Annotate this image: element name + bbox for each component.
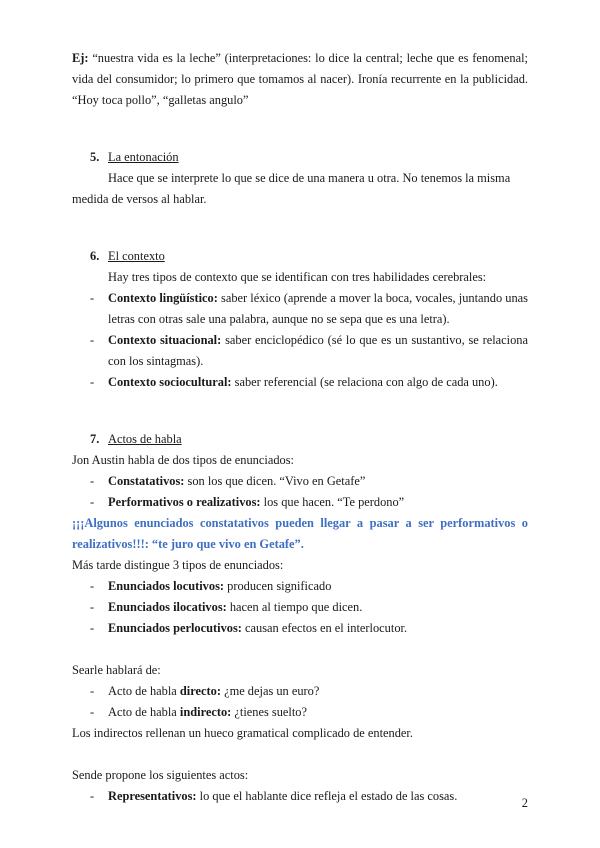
section-6-title: El contexto: [108, 249, 165, 263]
item-prefix: Acto de habla: [108, 684, 180, 698]
item-term: Contexto situacional:: [108, 333, 222, 347]
item-text: producen significado: [224, 579, 332, 593]
page-number: 2: [521, 796, 528, 810]
list-item: - Performativos o realizativos: los que hacen. “Te perdono”: [90, 495, 405, 509]
item-text: saber enciclopédico (sé lo que es un sustantivo, se relaciona con los sintagmas).: [108, 333, 529, 368]
item-text: saber referencial (se relaciona con algo de cada uno).: [231, 375, 498, 389]
list-item: - Contexto lingüístico: saber léxico (aprende a mover la boca, vocales, juntando unas letras con otras sale una palabra, aunque no se sepa que es una letra).: [90, 291, 528, 326]
item-text: causan efectos en el interlocutor.: [241, 621, 408, 635]
section-5-body-first: Hace que se interprete lo que se dice de una manera u otra. No tenemos la misma: [108, 171, 511, 185]
item-term: Constatativos:: [108, 474, 185, 488]
item-text: ¿tienes suelto?: [231, 705, 307, 719]
sende-intro: Sende propone los siguientes actos:: [72, 768, 249, 782]
item-term: Representativos:: [108, 789, 197, 803]
item-text: son los que dicen. “Vivo en Getafe”: [184, 474, 366, 488]
section-7-number: 7.: [90, 432, 100, 446]
item-text: saber léxico (aprende a mover la boca, vocales, juntando unas letras con otras sale una palabra, aunque no se sepa que es una letra).: [108, 291, 528, 326]
indirect-note: Los indirectos rellenan un hueco gramatical complicado de entender.: [72, 726, 413, 740]
list-item: - Contexto sociocultural: saber referencial (se relaciona con algo de cada uno).: [90, 375, 498, 389]
item-term: Enunciados locutivos:: [108, 579, 225, 593]
section-6-heading: [72, 246, 528, 267]
item-term: directo:: [179, 684, 221, 698]
section-5-heading: [72, 147, 528, 168]
item-text: lo que el hablante dice refleja el estado de las cosas.: [196, 789, 458, 803]
section-7-heading: [72, 429, 528, 450]
searle-intro: Searle hablará de:: [72, 663, 161, 677]
document-page: [72, 48, 528, 807]
example-text: “nuestra vida es la leche” (interpretaciones: lo dice la central; leche que es fenomenal; vida del consumidor; lo primero que tomamos al nacer). Ironía recurrente en la publicidad. “Hoy toca pollo”, “galletas angulo”: [72, 51, 528, 107]
list-item: - Acto de habla indirecto: ¿tienes suelto?: [90, 705, 307, 719]
list-item: - Constatativos: son los que dicen. “Vivo en Getafe”: [90, 474, 366, 488]
item-text: los que hacen. “Te perdono”: [260, 495, 405, 509]
item-term: Performativos o realizativos:: [108, 495, 261, 509]
highlight-note: ¡¡¡Algunos enunciados constatativos pueden llegar a pasar a ser performativos o realizativos!!!: “te juro que vivo en Getafe”.: [72, 516, 528, 551]
item-prefix: Acto de habla: [108, 705, 180, 719]
item-term: indirecto:: [179, 705, 232, 719]
list-item: - Enunciados perlocutivos: causan efectos en el interlocutor.: [90, 621, 408, 635]
austin-intro: Jon Austin habla de dos tipos de enunciados:: [72, 453, 294, 467]
item-term: Contexto lingüístico:: [108, 291, 218, 305]
section-5-number: 5.: [90, 150, 100, 164]
list-item: - Enunciados ilocativos: hacen al tiempo que dicen.: [90, 600, 363, 614]
later-intro: Más tarde distingue 3 tipos de enunciados:: [72, 558, 284, 572]
section-6-intro: Hay tres tipos de contexto que se identifican con tres habilidades cerebrales:: [108, 270, 487, 284]
item-term: Contexto sociocultural:: [108, 375, 232, 389]
item-term: Enunciados ilocativos:: [108, 600, 227, 614]
section-5-title: La entonación: [108, 150, 179, 164]
list-item: - Contexto situacional: saber enciclopédico (sé lo que es un sustantivo, se relaciona con los sintagmas).: [90, 333, 529, 368]
section-5-body-rest: medida de versos al hablar.: [72, 192, 207, 206]
section-6-number: 6.: [90, 249, 100, 263]
item-text: hacen al tiempo que dicen.: [226, 600, 363, 614]
item-text: ¿me dejas un euro?: [220, 684, 320, 698]
section-7-title: Actos de habla: [108, 432, 182, 446]
list-item: - Acto de habla directo: ¿me dejas un euro?: [90, 684, 320, 698]
example-paragraph: [72, 48, 528, 111]
list-item: - Enunciados locutivos: producen significado: [90, 579, 332, 593]
example-label: Ej:: [72, 51, 89, 65]
item-term: Enunciados perlocutivos:: [108, 621, 242, 635]
list-item: - Representativos: lo que el hablante dice refleja el estado de las cosas.: [90, 789, 458, 803]
